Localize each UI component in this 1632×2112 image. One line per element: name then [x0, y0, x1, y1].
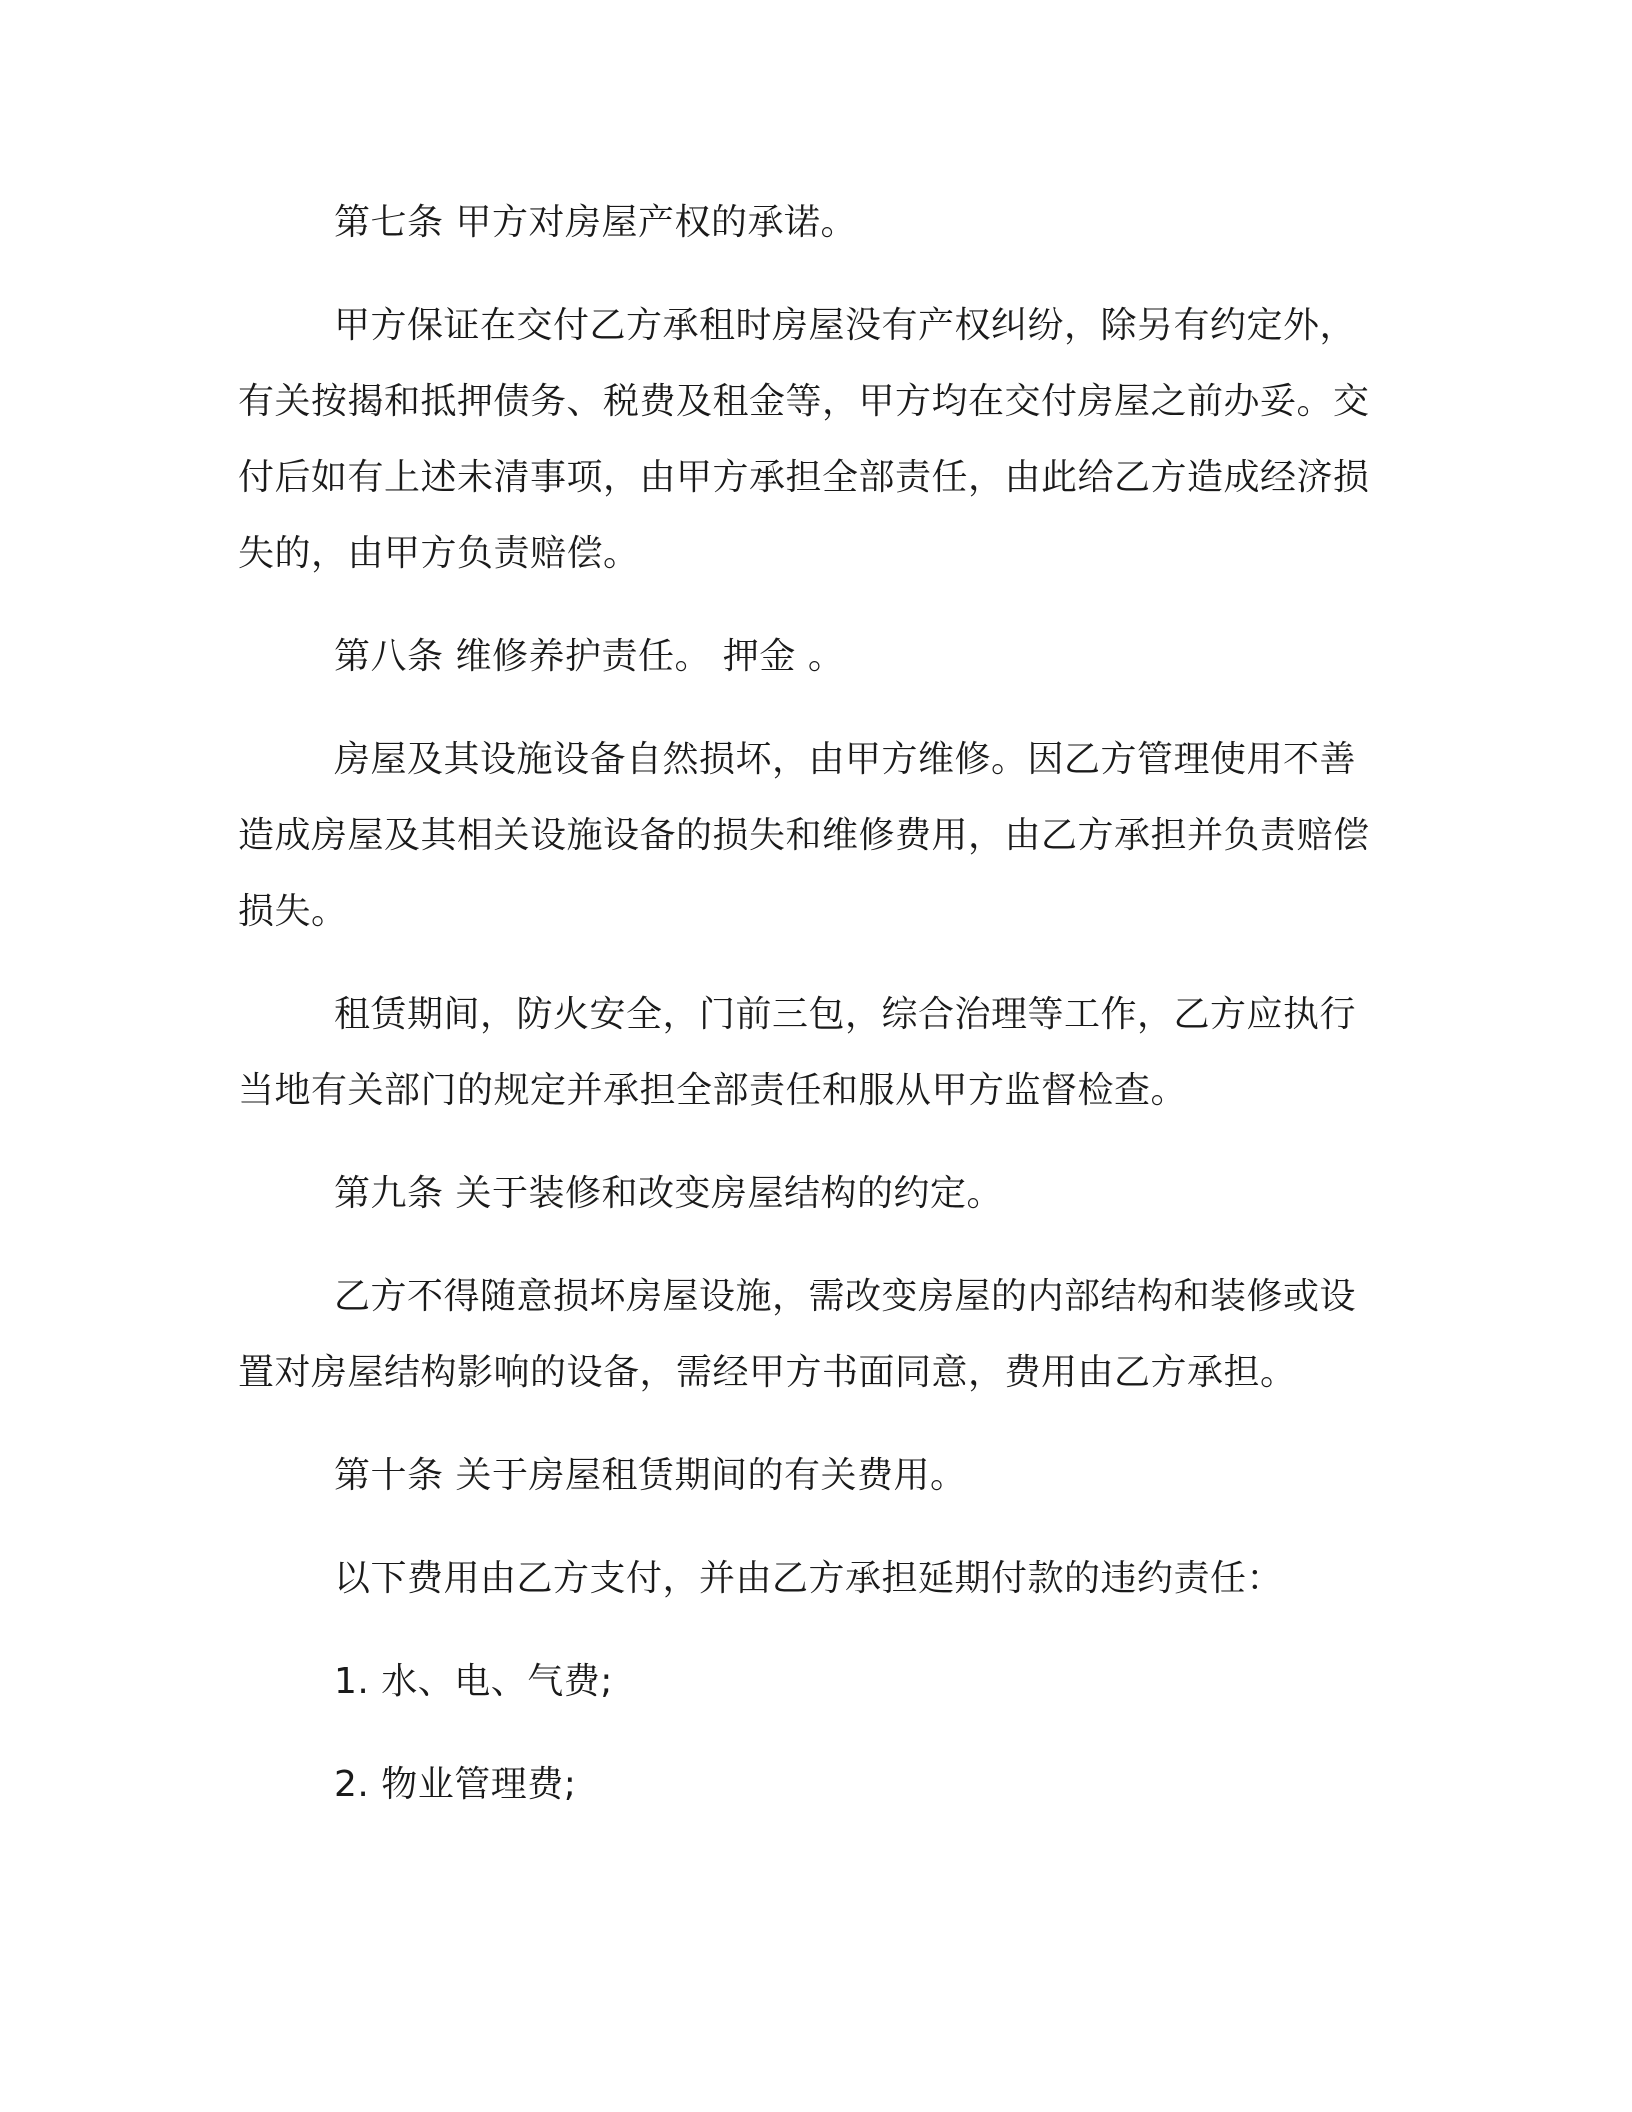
article-9-body: 乙方不得随意损坏房屋设施，需改变房屋的内部结构和装修或设置对房屋结构影响的设备，需经甲方书面同意，费用由乙方承担。 [238, 1276, 1357, 1393]
article-8-body-safety: 租赁期间，防火安全，门前三包，综合治理等工作，乙方应执行当地有关部门的规定并承担全部责任和服从甲方监督检查。 [238, 994, 1357, 1111]
article-9-heading: 第九条 关于装修和改变房屋结构的约定。 [334, 1173, 1003, 1214]
fee-list-item-1: 1. 水、电、气费; [334, 1661, 613, 1702]
article-8-body-repair: 房屋及其设施设备自然损坏，由甲方维修。因乙方管理使用不善造成房屋及其相关设施设备的损失和维修费用，由乙方承担并负责赔偿损失。 [238, 739, 1370, 932]
article-8-heading: 第八条 维修养护责任。 押金 。 [334, 636, 845, 677]
article-7-body: 甲方保证在交付乙方承租时房屋没有产权纠纷，除另有约定外，有关按揭和抵押债务、税费及租金等，甲方均在交付房屋之前办妥。交付后如有上述未清事项，由甲方承担全部责任，由此给乙方造成经济损失的，由甲方负责赔偿。 [238, 305, 1370, 574]
article-7-heading: 第七条 甲方对房屋产权的承诺。 [334, 202, 857, 243]
fee-list-item-2: 2. 物业管理费; [334, 1764, 577, 1805]
article-10-intro: 以下费用由乙方支付，并由乙方承担延期付款的违约责任： [334, 1558, 1284, 1599]
article-10-heading: 第十条 关于房屋租赁期间的有关费用。 [334, 1455, 967, 1496]
document-body [238, 185, 1378, 1850]
